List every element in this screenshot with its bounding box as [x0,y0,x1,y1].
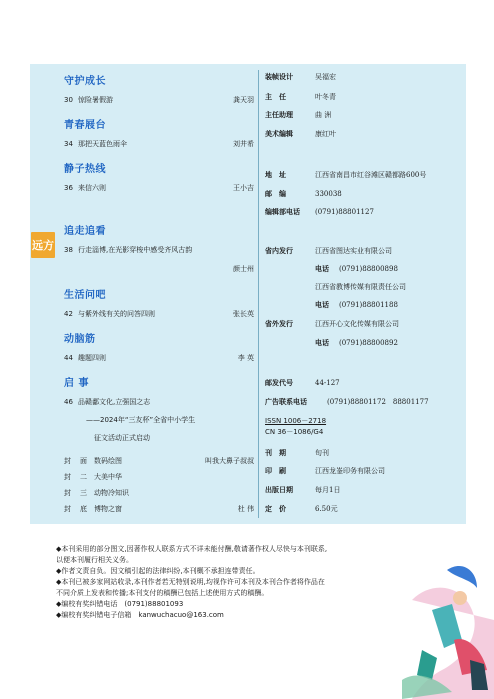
section-title: 守护成长 [64,76,106,87]
side-tab-label: 远方 [31,232,55,258]
entry-author: 颜士州 [233,265,254,273]
section-title: 静子热线 [64,164,106,175]
masthead-row: 装帧设计 吴福宏 [265,73,336,81]
masthead-row: 广告联系电话 (0791)88801172 88801177 [265,398,429,406]
notice-line: 不同介质上发表和传播;本刊支付的稿酬已包括上述使用方式的稿酬。 [56,589,269,597]
masthead-row: 省外发行 江西开心文化传媒有限公司 [265,320,399,328]
masthead-row: 电话 (0791)88801188 [315,301,398,309]
toc-entry[interactable]: 44 趣题四则 李 英 [64,354,254,362]
masthead-row: 邮发代号 44-127 [265,379,340,387]
toc-entry[interactable]: 34 那把天蓝色雨伞 刘井希 [64,140,254,148]
masthead-row: 编辑部电话 (0791)88801127 [265,208,374,216]
entry-author: 张长英 [233,310,254,318]
toc-entry[interactable]: 30 惊险暑假游 龚天羽 [64,96,254,104]
masthead-row: 定 价 6.50元 [265,505,338,513]
decorative-illustration [392,540,494,699]
masthead-row: 主 任 叶冬青 [265,93,336,101]
section-title: 追走追看 [64,226,106,237]
notice-section [56,544,440,621]
notice-line: ◆编校有奖纠错电子信箱 kanwuchacuo@163.com [56,611,224,619]
entry-subtitle: 征文活动正式启动 [94,434,150,442]
section-title: 动脑筋 [64,334,96,345]
masthead-row: 印 刷 江西龙崟印务有限公司 [265,467,385,475]
entry-author: 李 英 [237,354,254,362]
cover-item: 封 底 博物之窗 杜 伟 [64,505,254,513]
cover-item: 封 面 数码绘图 叫我大鼻子叔叔 [64,457,254,465]
masthead-row: 刊 期 旬刊 [265,449,329,457]
entry-author: 龚天羽 [233,96,254,104]
entry-author: 叫我大鼻子叔叔 [205,457,254,465]
cn-text: CN 36－1086/G4 [265,428,324,436]
masthead-row: 邮 编 330038 [265,190,342,198]
entry-subtitle: ——2024年“三友杯”全省中小学生 [86,416,196,424]
toc-entry[interactable]: 38 行走淄博,在光影穿梭中感受齐风古韵 [64,246,193,254]
masthead-row: 地 址 江西省南昌市红谷滩区赣都路600号 [265,171,427,179]
toc-entry[interactable]: 42 与紫外线有关的问答四则 张长英 [64,310,254,318]
notice-line: ◆本刊已被多家网站收录,本刊作者若无特别说明,均视作许可本刊及本刊合作者将作品在 [56,578,325,586]
masthead-row: 电话 (0791)88800892 [315,339,398,347]
masthead-row: 省内发行 江西省图达实业有限公司 [265,247,392,255]
section-title: 青春屐台 [64,120,106,131]
cover-item: 封 二 大美中华 [64,473,122,481]
cover-item: 封 三 动物冷知识 [64,489,129,497]
masthead-row: 主任助理 曲 洲 [265,111,332,119]
toc-entry[interactable]: 36 来信六则 王小吉 [64,184,254,192]
section-title: 生活问吧 [64,290,106,301]
entry-author: 刘井希 [233,140,254,148]
notice-line: ◆编校有奖纠错电话 (0791)88801093 [56,600,184,608]
column-divider [258,70,259,518]
section-title: 启 事 [64,378,89,389]
notice-line: ◆作者文责自负。因文稿引起的法律纠纷,本刊概不承担连带责任。 [56,567,260,575]
masthead-row: 出版日期 每月1日 [265,486,341,494]
masthead-row: 电话 (0791)88800898 [315,265,398,273]
entry-author: 杜 伟 [237,505,254,513]
masthead-row: 江西省教博传媒有限责任公司 [315,283,406,291]
notice-line: ◆本刊采用的部分图文,因著作权人联系方式不详未能付酬,敬请著作权人尽快与本刊联系, [56,545,328,553]
entry-author: 王小吉 [233,184,254,192]
toc-entry[interactable]: 46 品赣鄱文化,立强国之志 [64,398,151,406]
issn-text: ISSN 1006－2718 [265,417,327,425]
notice-line: 以便本刊履行相关义务。 [56,556,133,564]
masthead-row: 美术编辑 康红叶 [265,130,336,138]
